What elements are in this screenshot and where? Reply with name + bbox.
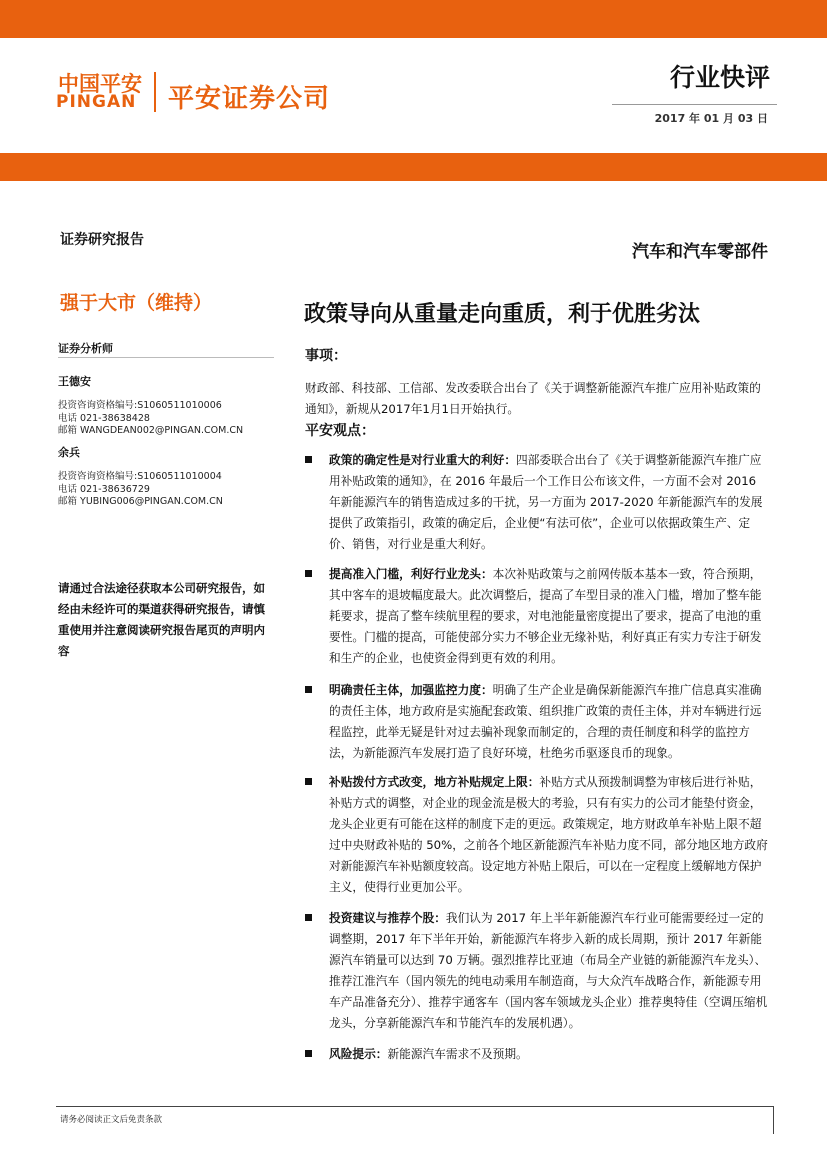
legal-disclaimer: 请通过合法途径获取本公司研究报告，如经由未经许可的渠道获得研究报告，请慎重使用并注意阅读研究报告尾页的声明内容 <box>58 581 265 658</box>
analyst-email: 邮箱 WANGDEAN002@PINGAN.COM.CN <box>58 425 244 436</box>
logo-en-ping: PING <box>56 92 107 112</box>
analyst-phone: 电话 021-38636729 <box>58 483 150 495</box>
event-text: 财政部、科技部、工信部、发改委联合出台了《关于调整新能源汽车推广应用补贴政策的通知》，新规从2017年1月1日开始执行。 <box>305 381 761 416</box>
point-text: 四部委联合出台了《关于调整新能源汽车推广应用补贴政策的通知》，在 2016 年最后一个工作日公布该文件，一方面不会对 2016 年新能源汽车的销售造成过多的干扰，另一方面为 2017-2020 年新能源汽车的发展提供了政策指引，政策的确定后，企业便“有法可依”，企业可以依据政策生产、定价、销售，对行业是重大利好。 <box>329 453 763 551</box>
footer-rule <box>56 1106 774 1107</box>
point-lead: 投资建议与推荐个股： <box>329 911 446 925</box>
point-text: 本次补贴政策与之前网传版本基本一致，符合预期，其中客车的退坡幅度最大。此次调整后，提高了车型目录的准入门槛，增加了整车能耗要求，提高了整车续航里程的要求，对电池能量密度提出了要求，提高了电池的重要性。门槛的提高，可能使部分实力不够企业无缘补贴，利好真正有实力专注于研发和生产的企业，也使资金得到更有效的利用。 <box>329 567 762 665</box>
bullet-square-icon <box>305 686 312 693</box>
analyst-block <box>58 373 243 438</box>
point-lead: 风险提示： <box>329 1047 388 1061</box>
analyst-license: 投资咨询资格编号:S1060511010006 <box>58 400 222 411</box>
industry-name: 汽车和汽车零部件 <box>632 242 768 262</box>
analyst-block <box>58 444 223 509</box>
logo-divider <box>154 72 156 112</box>
analyst-license: 投资咨询资格编号:S1060511010004 <box>58 471 222 482</box>
bullet-square-icon <box>305 914 312 921</box>
report-date: 2017 年 01 月 03 日 <box>654 112 768 125</box>
analyst-phone: 电话 021-38638428 <box>58 412 150 424</box>
event-heading: 事项： <box>305 348 347 364</box>
point-lead: 政策的确定性是对行业重大的利好： <box>329 453 517 467</box>
ping-an-logo-english <box>56 92 136 112</box>
rating: 强于大市（维持） <box>60 292 213 314</box>
point-text: 新能源汽车需求不及预期。 <box>387 1047 528 1061</box>
analyst-email: 邮箱 YUBING006@PINGAN.COM.CN <box>58 496 223 507</box>
logo-en-an: AN <box>106 92 137 112</box>
point-text: 我们认为 2017 年上半年新能源汽车行业可能需要经过一定的调整期，2017 年下半年开始，新能源汽车将步入新的成长周期，预计 2017 年新能源汽车销量可以达到 70 万辆。强烈推荐比亚迪（布局全产业链的新能源汽车龙头）、推荐江淮汽车（国内领先的纯电动乘用车制造商，与大众汽车战略合作，新能源专用车产品准备充分）、推荐宇通客车（国内客车领域龙头企业）推荐奥特佳（空调压缩机龙头，分享新能源汽车和节能汽车的发展机遇）。 <box>329 911 768 1030</box>
report-type: 证券研究报告 <box>60 232 144 248</box>
point-text: 补贴方式从预拨制调整为审核后进行补贴，补贴方式的调整，对企业的现金流是极大的考验，只有有实力的公司才能垫付资金，龙头企业更有可能在这样的制度下走的更远。政策规定，地方财政单车补贴上限不超过中央财政补贴的 50%，之前各个地区新能源汽车补贴力度不同，部分地区地方政府对新能源汽车补贴额度较高。设定地方补贴上限后，可以在一定程度上缓解地方保护主义，使得行业更加公平。 <box>329 775 768 894</box>
analyst-name: 余兵 <box>58 446 80 459</box>
point-text: 明确了生产企业是确保新能源汽车推广信息真实准确的责任主体，地方政府是实施配套政策、组织推广政策的责任主体，并对车辆进行远程监控，此举无疑是针对过去骗补现象而制定的，合理的责任制度和科学的监控方法，为新能源汽车发展打造了良好环境，杜绝劣币驱逐良币的现象。 <box>329 683 762 760</box>
view-heading: 平安观点： <box>305 423 375 439</box>
point-lead: 明确责任主体，加强监控力度： <box>329 683 493 697</box>
top-accent-bar <box>0 0 827 38</box>
bullet-square-icon <box>305 570 312 577</box>
point-lead: 提高准入门槛，利好行业龙头： <box>329 567 493 581</box>
report-title: 政策导向从重量走向重质，利于优胜劣汰 <box>304 302 701 327</box>
analyst-heading: 证券分析师 <box>58 342 113 355</box>
analyst-rule <box>58 357 274 358</box>
analyst-name: 王德安 <box>58 375 91 388</box>
footer-note: 请务必阅读正文后免责条款 <box>60 1115 163 1125</box>
company-name: 平安证券公司 <box>168 84 331 114</box>
bullet-square-icon <box>305 1050 312 1057</box>
footer-tick <box>773 1106 774 1134</box>
point-lead: 补贴拨付方式改变，地方补贴规定上限： <box>329 775 540 789</box>
document-type: 行业快评 <box>669 63 770 92</box>
header-rule <box>612 104 777 105</box>
bullet-square-icon <box>305 778 312 785</box>
ping-an-logo-chinese: 中国平安 <box>58 72 142 96</box>
bullet-square-icon <box>305 456 312 463</box>
middle-accent-bar <box>0 153 827 181</box>
